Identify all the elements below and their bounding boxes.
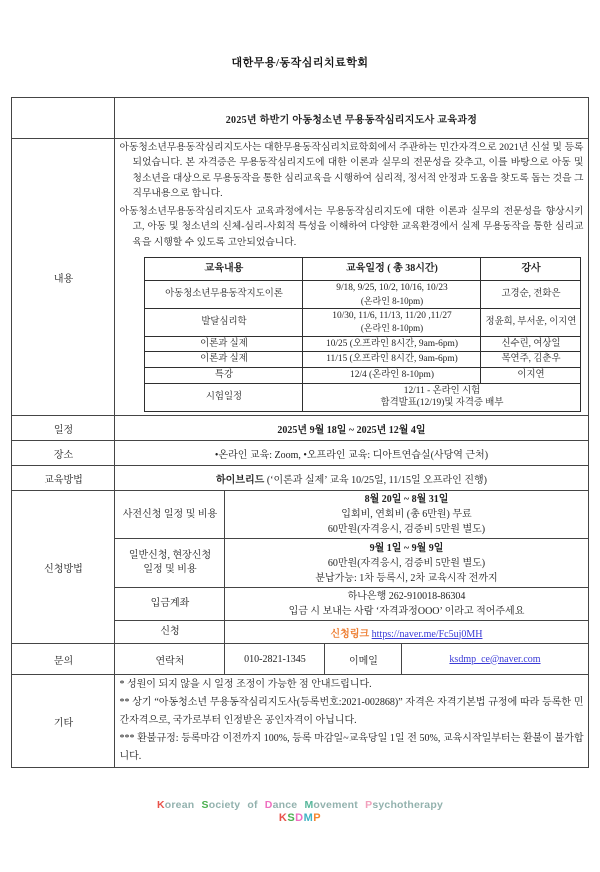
schedule-row [12, 416, 588, 441]
course-exam-schedule [303, 383, 581, 411]
course-schedule: 10/25 (오프라인 8시간, 9am-6pm) [303, 336, 481, 352]
course-date-line1: 9/18, 9/25, 10/2, 10/16, 10/23 [336, 282, 448, 293]
page-title: 2025년 하반기 아동청소년 무용동작심리지도사 교육과정 [115, 98, 588, 139]
bank-account-number: 하나은행 262-910018-86304 [347, 591, 466, 603]
course-instructor: 고경순, 전화은 [481, 280, 581, 308]
exam-date-line1: 12/11 - 온라인 시험 [403, 385, 481, 396]
inquiry-contact-label: 연락처 [115, 644, 225, 675]
deposit-instruction: 입금 시 보내는 사람 ‘자격과정OOO’ 이라고 적어주세요 [288, 606, 525, 618]
course-exam-row [145, 383, 581, 411]
etc-cell [115, 675, 588, 768]
apply-general-label [115, 539, 225, 588]
method-value [115, 466, 588, 491]
title-row-empty-cell [12, 98, 115, 139]
course-date-line1: 10/30, 11/6, 11/13, 11/20 ,11/27 [332, 310, 452, 321]
apply-link-cell [225, 621, 588, 644]
apply-account-content [225, 588, 588, 621]
inquiry-email-link[interactable]: ksdmp_ce@naver.com [449, 653, 541, 665]
apply-link-url[interactable]: https://naver.me/Fc5uj0MH [371, 628, 483, 640]
course-schedule: 12/4 (온라인 8-10pm) [303, 368, 481, 384]
course-row [145, 352, 581, 368]
etc-note-3: *** 환불규정: 등록마감 이전까지 100%, 등록 마감일~교육당일 1일 전 50%, 교육시작일부터는 환불이 불가합니다. [119, 733, 584, 763]
apply-general-label-line1: 일반신청, 현장신청 [128, 550, 212, 562]
intro-paragraph-2: 아동청소년무용동작심리지도사 교육과정에서는 무용동작심리지도에 대한 이론과 실무의 전문성을 향상시키고, 아동 및 청소년의 신체-심리-사회적 특성을 이해하여 다양한 교육환경에서 실제 무용동작을 통한 심리교육을 시행할 수 있도록 고안되었습니다. [119, 206, 584, 248]
etc-note-2: ** 상기 “아동청소년 무용동작심리지도사(등록번호:2021-002868)” 자격은 자격기본법 규정에 따라 등록한 민간자격으로, 국가로부터 인정받은 공인자격이 아닙니다. [119, 697, 584, 727]
apply-pre-fee1: 입회비, 연회비 (총 6만원) 무료 [341, 509, 472, 521]
title-row [12, 98, 588, 139]
apply-general-installment: 분납가능: 1차 등록시, 2차 교육시작 전까지 [315, 572, 498, 584]
course-row [145, 336, 581, 352]
label-method: 교육방법 [12, 466, 115, 491]
apply-general-label-line2: 일정 및 비용 [143, 564, 197, 576]
apply-general-period: 9월 1일 ~ 9월 9일 [369, 542, 444, 554]
apply-general-content [225, 539, 588, 588]
intro-paragraph-1: 아동청소년무용동작심리지도사는 대한무용동작심리치료학회에서 주관하는 민간자격으로 2021년 신설 및 등록되었습니다. 본 자격증은 무용동작심리지도에 대한 이론과 실무의 전문성을 갖추고, 이를 바탕으로 아동 및 청소년을 대상으로 무용동작을 통한 심리교육을 시행하여 심리적, 정서적 안정과 도움을 찾도록 돕는 것을 그 직무내용으로 합니다. [119, 142, 584, 199]
inquiry-row [12, 644, 588, 675]
course-schedule-table [144, 257, 581, 412]
course-subject: 시험일정 [145, 383, 303, 411]
org-header-title: 대한무용/동작심리치료학회 [231, 57, 369, 69]
course-instructor: 이지연 [481, 368, 581, 384]
content-cell [115, 139, 588, 416]
label-inquiry: 문의 [12, 644, 115, 675]
etc-row [12, 675, 588, 768]
course-subject: 아동청소년무용동작지도이론 [145, 280, 303, 308]
apply-account-label: 입금계좌 [115, 588, 225, 621]
course-subject: 특강 [145, 368, 303, 384]
inquiry-email-label: 이메일 [325, 644, 402, 675]
course-subject: 이론과 실제 [145, 336, 303, 352]
apply-pre-row [12, 491, 588, 539]
method-row [12, 466, 588, 491]
course-header-schedule: 교육일정 ( 총 38시간) [303, 257, 481, 280]
course-header-instructor: 강사 [481, 257, 581, 280]
course-schedule: 11/15 (오프라인 8시간, 9am-6pm) [303, 352, 481, 368]
course-header-subject: 교육내용 [145, 257, 303, 280]
schedule-value: 2025년 9월 18일 ~ 2025년 12월 4일 [115, 416, 588, 441]
course-row [145, 280, 581, 308]
apply-general-fee: 60만원(자격응시, 검증비 5만원 별도) [327, 557, 486, 569]
course-schedule [303, 308, 481, 336]
course-date-line2: (온라인 8-10pm) [360, 323, 424, 334]
course-instructor: 신수린, 여상일 [481, 336, 581, 352]
method-bold-text: 하이브리드 [216, 474, 265, 486]
apply-pre-label: 사전신청 일정 및 비용 [115, 491, 225, 539]
apply-pre-content [225, 491, 588, 539]
apply-pre-period: 8월 20일 ~ 8월 31일 [364, 494, 449, 506]
course-row [145, 308, 581, 336]
course-header-row [145, 257, 581, 280]
label-apply: 신청방법 [12, 491, 115, 644]
apply-link-label-cell: 신청 [115, 621, 225, 644]
course-schedule [303, 280, 481, 308]
course-row [145, 368, 581, 384]
label-schedule: 일정 [12, 416, 115, 441]
course-subject: 발달심리학 [145, 308, 303, 336]
course-subject: 이론과 실제 [145, 352, 303, 368]
label-etc: 기타 [12, 675, 115, 768]
location-value: •온라인 교육: Zoom, •오프라인 교육: 디아트연습실(사당역 근처) [115, 441, 588, 466]
inquiry-phone: 010-2821-1345 [225, 644, 325, 675]
exam-date-line2: 합격발표(12/19)및 자격증 배부 [380, 398, 504, 409]
inquiry-email-cell [402, 644, 588, 675]
label-location: 장소 [12, 441, 115, 466]
footer [0, 799, 600, 824]
footer-society-name: Korean Society of Dance Movement Psychotherapy [156, 799, 444, 812]
content-row [12, 139, 588, 416]
course-date-line2: (온라인 8-10pm) [360, 295, 424, 306]
label-content: 내용 [12, 139, 115, 416]
method-rest-text: (‘이론과 실제’ 교육 10/25일, 11/15일 오프라인 진행) [264, 474, 487, 486]
main-info-table [11, 97, 588, 768]
apply-link-caption: 신청링크 [330, 628, 370, 640]
course-instructor: 정윤희, 부서운, 이지연 [481, 308, 581, 336]
location-row [12, 441, 588, 466]
etc-note-1: * 성원이 되지 않을 시 일정 조정이 가능한 점 안내드립니다. [119, 679, 372, 691]
apply-pre-fee2: 60만원(자격응시, 검증비 5만원 별도) [327, 524, 486, 536]
course-instructor: 목연주, 김춘우 [481, 352, 581, 368]
footer-logo-ksdmp: KSDMP [278, 812, 322, 825]
